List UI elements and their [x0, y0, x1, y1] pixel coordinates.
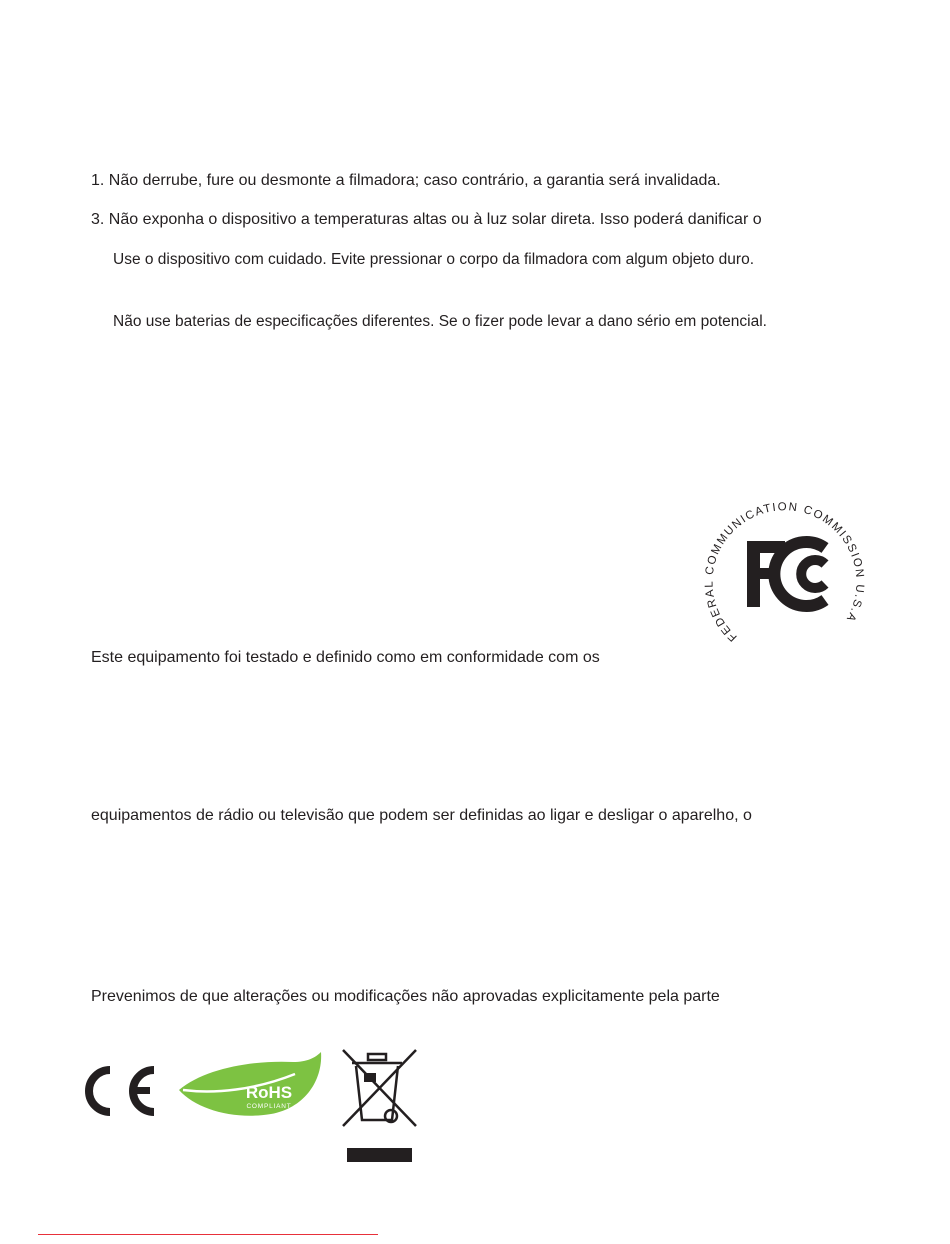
warning-text: Não derrube, fure ou desmonte a filmadora; caso contrário, a garantia será invalidada.	[108, 172, 721, 189]
fcc-logo-icon	[695, 486, 875, 651]
rohs-leaf-icon	[175, 1050, 325, 1120]
warning-text: Não exponha o dispositivo a temperaturas altas ou à luz solar direta. Isso poderá danificar o	[108, 211, 762, 228]
warning-text: Não use baterias de especificações diferentes. Se o fizer pode levar a dano sério em potencial.	[113, 313, 767, 330]
fcc-interference-text: equipamentos de rádio ou televisão que podem ser definidas ao ligar e desligar o aparelho, o	[91, 807, 752, 824]
rohs-sub-label: COMPLIANT	[246, 1103, 292, 1110]
fcc-mark	[747, 541, 825, 607]
warning-item-batteries	[113, 312, 767, 332]
warning-item-1	[91, 171, 721, 191]
warning-item-3	[91, 210, 762, 230]
fcc-statement: Este equipamento foi testado e definido como em conformidade com os	[91, 649, 600, 666]
warning-number: 3.	[91, 211, 105, 228]
rohs-label: RoHS	[245, 1083, 293, 1102]
fcc-ring-text: FEDERAL COMMUNICATION COMMISSION U.S.A	[703, 501, 866, 644]
weee-bin-icon	[338, 1046, 422, 1166]
ce-mark-icon	[80, 1064, 160, 1118]
warning-item-handle-care	[113, 250, 754, 270]
footer-rule	[38, 1234, 378, 1235]
warning-text: Use o dispositivo com cuidado. Evite pressionar o corpo da filmadora com algum objeto duro.	[113, 251, 754, 268]
fcc-caution-text: Prevenimos de que alterações ou modificações não aprovadas explicitamente pela parte	[91, 988, 720, 1005]
svg-text:FEDERAL COMMUNICATION COMMISSI	[703, 501, 865, 643]
warning-number: 1.	[91, 172, 105, 189]
